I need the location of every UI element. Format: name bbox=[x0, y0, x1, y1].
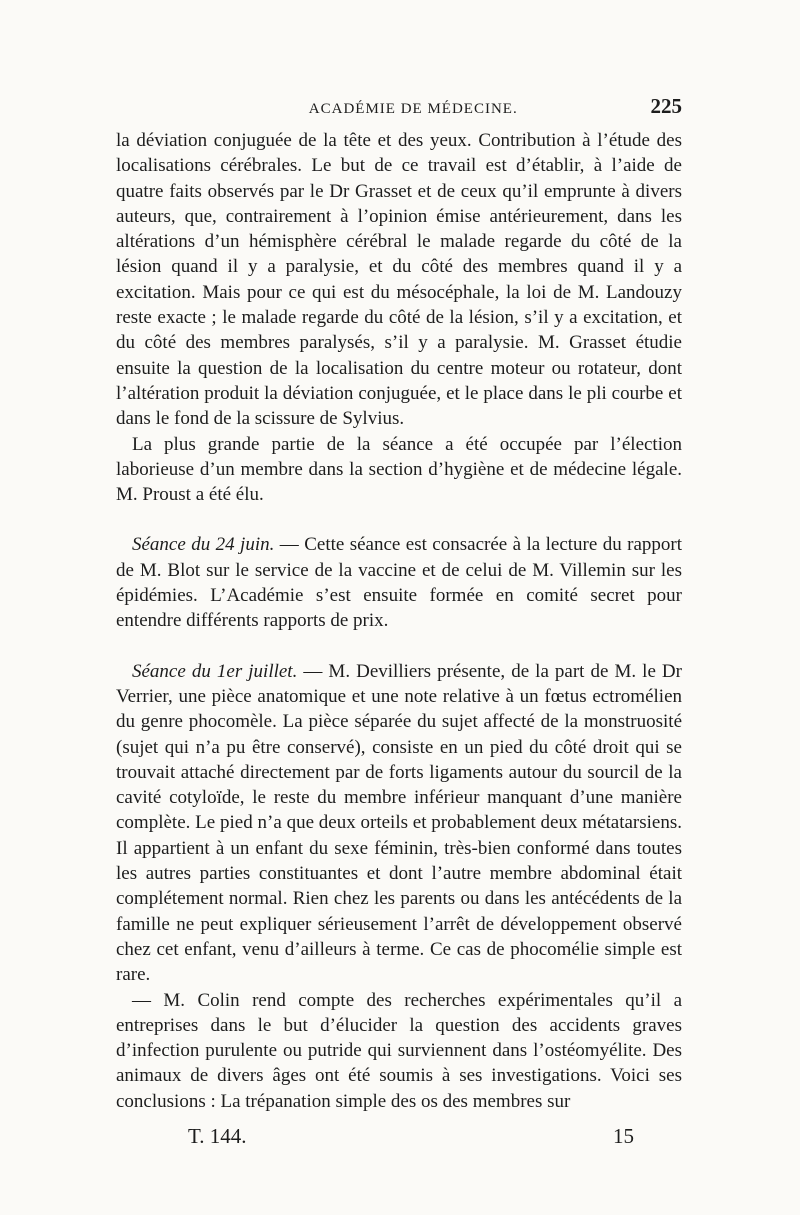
paragraph: La plus grande partie de la séance a été occupée par l’élection laborieuse d’un membre dans la section d’hygiène et de médecine légale. M. Proust a été élu. bbox=[116, 433, 682, 506]
session-date-label: Séance du 24 juin. bbox=[132, 534, 275, 556]
paragraph-text: — M. Devilliers présente, de la part de M. le Dr Verrier, une pièce anatomique et une note relative à un fœtus ectromélien du genre phocomèle. La pièce séparée du sujet affecté de la monstruosité (sujet qui n’a pu être conservé), consiste en un pied du côté droit qui se trouvait attaché directement par de forts ligaments autour du sourcil de la cavité cotyloïde, le reste du membre inférieur manquant d’une manière complète. Le pied n’a que deux orteils et probablement deux métatarsiens. Il appartient à un enfant du sexe féminin, très-bien conformé dans toutes les autres parties constituantes et dont l’autre membre abdominal était complétement normal. Rien chez les parents ou dans les antécédents de la famille ne peut expliquer sérieusement l’arrêt de développement observé chez cet enfant, venu d’ailleurs à terme. Ce cas de phocomélie simple est rare. bbox=[116, 660, 682, 986]
running-title: ACADÉMIE DE MÉDECINE. bbox=[308, 101, 518, 117]
page-number: 225 bbox=[650, 94, 682, 118]
session-date-label: Séance du 1er juillet. bbox=[132, 660, 298, 682]
volume-mark: T. 144. bbox=[188, 1124, 247, 1148]
running-head bbox=[116, 94, 682, 128]
paragraph-text: — Cette séance est consacrée à la lecture du rapport de M. Blot sur le service de la vaccine et de celui de M. Villemin sur les épidémies. L’Académie s’est ensuite formée en comité secret pour entendre différents rapports de prix. bbox=[116, 534, 682, 632]
body-text bbox=[116, 128, 682, 1114]
paragraph: la déviation conjuguée de la tête et des yeux. Contribution à l’étude des localisations cérébrales. Le but de ce travail est d’établir, à l’aide de quatre faits observés par le Dr Grasset et de ceux qu’il emprunte à divers auteurs, que, contrairement à l’opinion émise antérieurement, dans les altérations d’un hémisphère cérébral le malade regarde du côté de la lésion quand il y a paralysie, et du côté des membres quand il y a excitation. Mais pour ce qui est du mésocéphale, la loi de M. Landouzy reste exacte ; le malade regarde du côté de la lésion, s’il y a excitation, et du côté des membres paralysés, s’il y a paralysie. M. Grasset étudie ensuite la question de la localisation du centre moteur ou rotateur, dont l’altération produit la déviation conjuguée, et le place dans le pli courbe et dans le fond de la scissure de Sylvius. bbox=[116, 130, 682, 430]
paragraph bbox=[116, 659, 682, 988]
paragraph bbox=[116, 532, 682, 633]
signature-mark: 15 bbox=[613, 1124, 634, 1148]
page bbox=[116, 94, 682, 1114]
page-footer bbox=[188, 1124, 634, 1149]
paragraph: — M. Colin rend compte des recherches expérimentales qu’il a entreprises dans le but d’élucider la question des accidents graves d’infection purulente ou putride qui surviennent dans l’ostéomyélite. Des animaux de divers âges ont été soumis à ses investigations. Voici ses conclusions : La trépanation simple des os des membres sur bbox=[116, 989, 682, 1112]
